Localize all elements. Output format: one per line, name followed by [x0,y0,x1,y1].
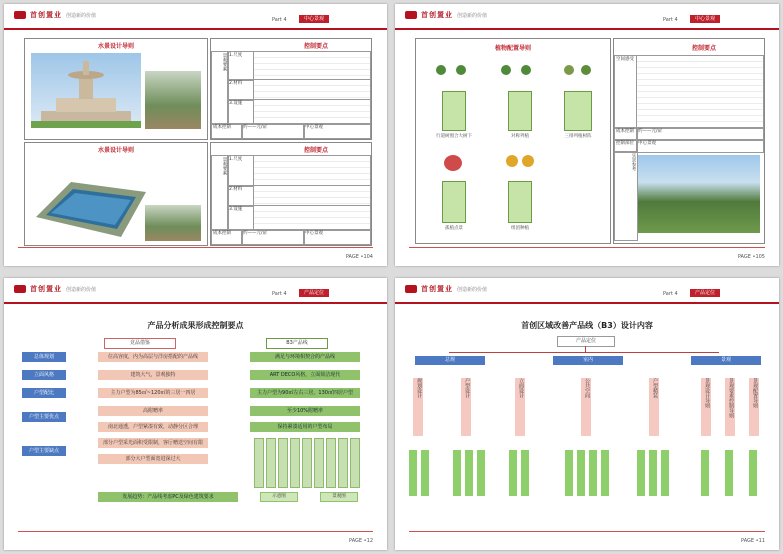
unit-value: 中心景观 [303,229,371,245]
leaf-item [409,450,417,496]
sub-item: 规划设计 [413,378,423,436]
brand-tagline: 创造新的价值 [66,286,97,293]
leaf-item [509,450,517,496]
cost-value: 约——元/㎡ [241,123,305,139]
row-content [636,55,764,129]
document-page-4 [395,278,779,550]
row-label: 3.设施 [227,205,255,231]
leaf-item [601,450,609,496]
section-tag: 产品定位 [299,289,329,297]
sub-item: 景观配置导则 [749,378,759,436]
connector [449,352,719,353]
unit-value: 中心景观 [636,139,764,153]
row-label: 1.尺度 [227,155,255,187]
analysis-item: 建筑大气，景观独特 [98,370,208,380]
sub-item: 公共空间 [581,378,591,436]
tree-icon [501,65,511,75]
page-number: PAGE •12 [349,538,373,544]
park-photo [638,155,760,233]
brand-header [14,284,96,294]
org-root: 产品定位 [557,336,615,347]
fountain-photo [145,71,201,129]
page-title: 首创区域改善产品线（B3）设计内容 [521,321,653,330]
cost-value: 约——元/㎡ [241,229,305,245]
planting-caption: 行道树围合大树下 [436,134,472,139]
control-table-1 [210,38,372,140]
control-title: 控制要点 [303,147,328,154]
row-label: 1.尺度 [227,51,255,81]
brand-header [405,10,487,20]
footer-rule [18,247,373,248]
row-content [253,185,371,207]
control-table-3 [613,38,765,244]
side-label: 景观要素 [211,51,229,125]
row-label: 空间感受 [614,55,638,129]
footer-rule [409,531,765,532]
planting-plan [442,91,466,131]
category-label: 户型配比 [22,388,66,398]
leaf-item [637,450,645,496]
analysis-item: 部分户型采光面积受限制，客厅赠送空间有限 [98,438,208,448]
control-item: 保持紧凑适用的户型布局 [250,422,360,432]
sub-item: 景观要素控制导则 [725,378,735,436]
leaf-item [465,450,473,496]
bar [326,438,336,488]
panel-title: 水景设计导则 [97,43,134,50]
planting-caption: 对称列植 [511,134,529,139]
header-rule [395,302,779,304]
category-label: 户型主要缺点 [22,446,66,456]
bar [266,438,276,488]
row-content [253,99,371,125]
leaf-item [749,450,757,496]
brand-tagline: 创造新的价值 [66,12,97,19]
caption: 景观图 [320,492,358,502]
brand-name: 首创置业 [30,285,62,293]
document-page-1 [4,4,387,266]
sub-item: 户型设计 [461,378,471,436]
brand-name: 首创置业 [421,285,453,293]
page-number: PAGE •11 [741,538,765,544]
page-title: 产品分析成果形成控制要点 [147,321,244,330]
leaf-item [565,450,573,496]
cost-label: 成本控制 [211,229,243,245]
yellow-tree-icon [506,155,518,167]
tree-icon [581,65,591,75]
row-label: 控制部位 [614,139,638,153]
analysis-item: 主力户型为85㎡~120㎡的三居一四居 [98,388,208,398]
control-item: 满足与环境相契合的产品线 [250,352,360,362]
cost-label: 成本控制 [211,123,243,139]
control-title: 控制要点 [303,43,328,50]
side-label: 景观要素 [211,155,229,231]
leaf-item [421,450,429,496]
sample-label: 实景参考 [614,151,638,241]
sub-item: 立面设计 [515,378,525,436]
control-item: 主力户型为90㎡左右三居，130㎡四居户型 [250,388,360,398]
caption: 示意图 [260,492,298,502]
control-item: 至少10%附赠率 [250,406,360,416]
leaf-item [649,450,657,496]
org-group: 总规 [415,356,485,365]
section-tag: 中心景观 [299,15,329,23]
tree-icon [564,65,574,75]
planting-plan [508,91,532,131]
planting-plan [564,91,592,131]
sub-item: 景观设计导则 [701,378,711,436]
analysis-item: 部分大户型面宽进深过大 [98,454,208,464]
leaf-item [661,450,669,496]
row-label: 2.材料 [227,79,255,101]
row-content [253,205,371,231]
bar [338,438,348,488]
header-rule [4,302,387,304]
brand-logo-icon [405,285,417,293]
unit-value: 中心景观 [303,123,371,139]
tree-icon [456,65,466,75]
part-label: Part 4 [272,291,287,297]
footer-rule [409,247,765,248]
panel-title: 水景设计导则 [97,147,134,154]
brand-tagline: 创造新的价值 [457,286,488,293]
part-label: Part 4 [663,17,678,23]
tree-icon [436,65,446,75]
column-header: 竞品借鉴 [104,338,176,349]
part-label: Part 4 [663,291,678,297]
brand-name: 首创置业 [30,11,62,19]
red-tree-icon [444,155,462,171]
section-tag: 产品定位 [690,289,720,297]
brand-header [405,284,487,294]
row-label: 2.材料 [227,185,255,207]
header-rule [4,28,387,30]
yellow-tree-icon [522,155,534,167]
planting-panel [415,38,611,244]
fountain-render-image [31,53,141,128]
bar [278,438,288,488]
page-number: PAGE •105 [737,254,765,260]
planting-caption: 组团种植 [511,226,529,231]
fountain-panel-1 [24,38,208,140]
control-table-2 [210,142,372,246]
leaf-item [453,450,461,496]
planting-caption: 孤植点景 [445,226,463,231]
part-label: Part 4 [272,17,287,23]
trend-note: 发展趋势：产品线考虑PC及绿色建筑要求 [98,492,238,502]
org-group: 室内 [553,356,623,365]
bar [290,438,300,488]
bar [350,438,360,488]
section-tag: 中心景观 [690,15,720,23]
pool-render-image [31,157,151,242]
fountain-panel-2 [24,142,208,246]
brand-tagline: 创造新的价值 [457,12,488,19]
brand-header [14,10,96,20]
panel-title: 植物配置导则 [494,45,531,52]
cost-value: 约——元/㎡ [636,127,764,141]
control-item: ART DECO风格，立面简洁现代 [250,370,360,380]
leaf-item [477,450,485,496]
brand-logo-icon [14,285,26,293]
brand-name: 首创置业 [421,11,453,19]
leaf-item [725,450,733,496]
row-content [253,51,371,81]
leaf-item [701,450,709,496]
brand-logo-icon [14,11,26,19]
document-page-3 [4,278,387,550]
document-page-2 [395,4,779,266]
planting-plan [508,181,532,223]
analysis-item: 位高容度，内为高层与洋房搭配的产品线 [98,352,208,362]
planting-plan [442,181,466,223]
sub-item: 户型精装 [649,378,659,436]
leaf-item [589,450,597,496]
leaf-item [521,450,529,496]
row-label: 3.设施 [227,99,255,125]
tree-icon [521,65,531,75]
control-title: 控制要点 [691,45,716,52]
category-label: 总体规划 [22,352,66,362]
row-content [253,155,371,187]
bar [254,438,264,488]
category-label: 户型主要优点 [22,412,66,422]
org-group: 景观 [691,356,761,365]
brand-logo-icon [405,11,417,19]
bar [302,438,312,488]
analysis-item: 高附赠率 [98,406,208,416]
footer-rule [18,531,373,532]
page-number: PAGE •104 [345,254,373,260]
column-header: B3产品线 [266,338,328,349]
leaf-item [577,450,585,496]
planting-caption: 三排列植树阵 [564,134,592,139]
row-content [253,79,371,101]
bar [314,438,324,488]
category-label: 立面风格 [22,370,66,380]
pool-photo [145,205,201,241]
analysis-item: 南北通透，户型紧凑有致，动静分区合理 [98,422,208,432]
row-label: 成本控制 [614,127,638,141]
header-rule [395,28,779,30]
